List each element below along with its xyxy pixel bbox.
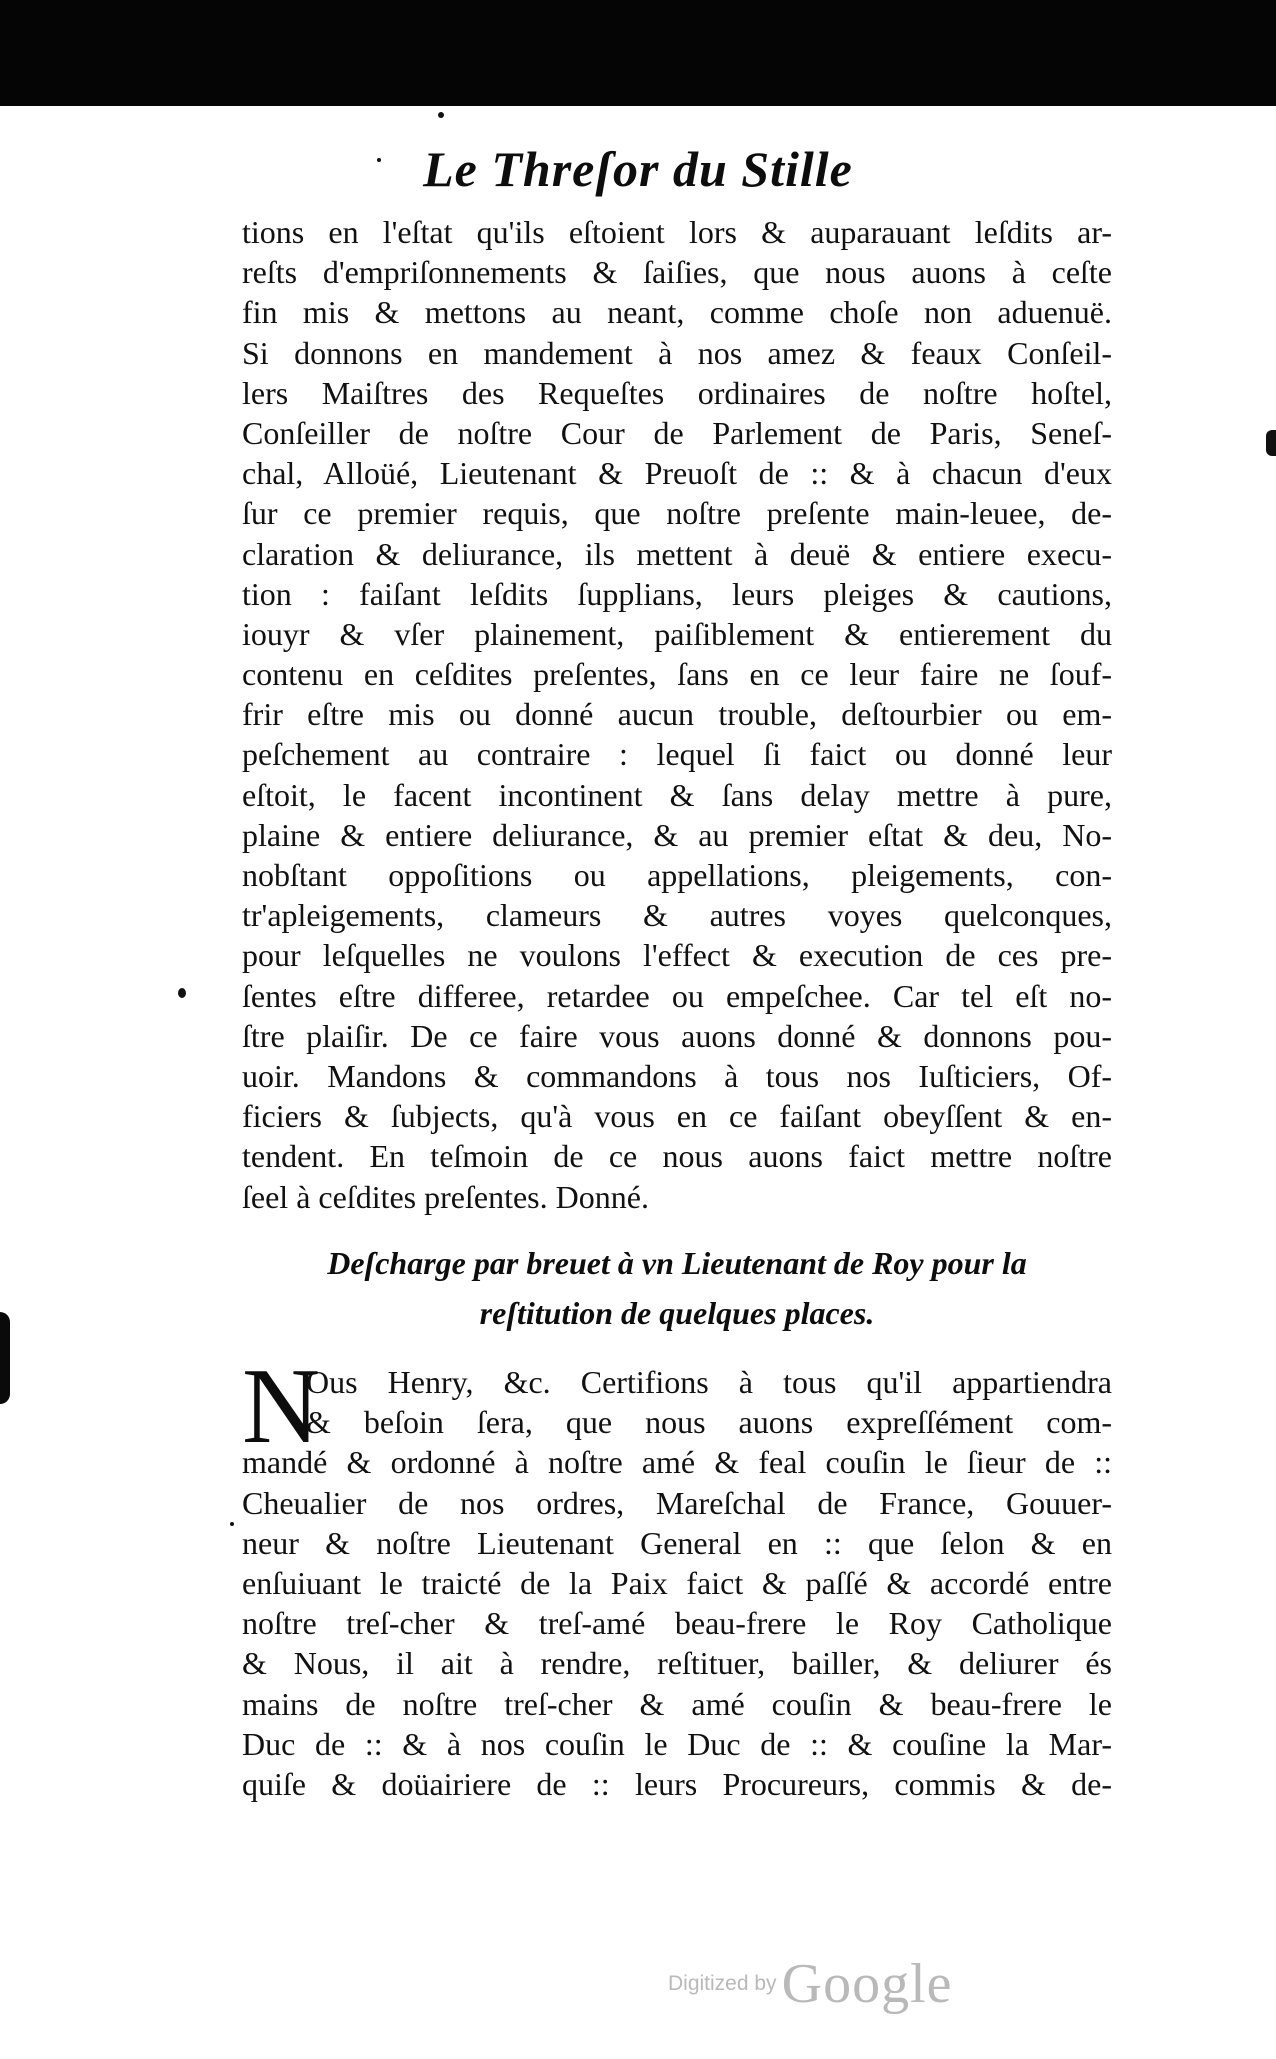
text-line: eſtoit, le facent incontinent & ſans delay mettre à pure, <box>242 776 1112 813</box>
drop-cap: N <box>242 1347 320 1466</box>
text-line: frir eſtre mis ou donné aucun trouble, deſtourbier ou em- <box>242 696 1112 733</box>
text-line: tendent. En teſmoin de ce nous auons faict mettre noſtre <box>242 1138 1112 1175</box>
google-logo: Google <box>781 1953 953 2015</box>
section-heading <box>242 1238 1112 1338</box>
text-line: tr'apleigements, clameurs & autres voyes quelconques, <box>242 897 1112 934</box>
ink-spot <box>178 988 186 998</box>
text-line: Conſeiller de noſtre Cour de Parlement de Paris, Seneſ- <box>242 414 1112 451</box>
text-line: Cheualier de nos ordres, Mareſchal de France, Gouuer- <box>242 1484 1112 1521</box>
text-line: ſeel à ceſdites preſentes. Donné. <box>242 1178 649 1215</box>
text-line: mains de noſtre treſ-cher & amé couſin & beau-frere le <box>242 1685 1112 1722</box>
text-line: quiſe & doüairiere de :: leurs Procureurs, commis & de- <box>242 1765 1112 1802</box>
text-line: Si donnons en mandement à nos amez & feaux Conſeil- <box>242 334 1112 371</box>
text-line: neur & noſtre Lieutenant General en :: que ſelon & en <box>242 1524 1112 1561</box>
ink-spot <box>377 158 381 162</box>
text-line: enſuiuant le traicté de la Paix faict & paſſé & accordé entre <box>242 1564 1112 1601</box>
text-line: noſtre treſ-cher & treſ-amé beau-frere le Roy Catholique <box>242 1605 1112 1642</box>
ink-spot <box>230 1522 234 1526</box>
text-line: pour leſquelles ne voulons l'effect & execution de ces pre- <box>242 937 1112 974</box>
text-line: fin mis & mettons au neant, comme choſe non aduenuë. <box>242 294 1112 331</box>
text-line: Ous Henry, &c. Certifions à tous qu'il appartiendra <box>306 1364 1112 1400</box>
text-line: mandé & ordonné à noſtre amé & feal couſin le ſieur de :: <box>242 1444 1112 1481</box>
scan-edge-mark <box>1266 430 1276 456</box>
text-line: claration & deliurance, ils mettent à deuë & entiere execu- <box>242 535 1112 572</box>
scan-top-border <box>0 0 1276 106</box>
text-line: peſchement au contraire : lequel ſi faict ou donné leur <box>242 736 1112 773</box>
text-line: contenu en ceſdites preſentes, ſans en ce leur faire ne ſouf- <box>242 656 1112 693</box>
text-line: & beſoin ſera, que nous auons expreſſément com- <box>306 1404 1112 1441</box>
text-line: tions en l'eſtat qu'ils eſtoient lors & auparauant leſdits ar- <box>242 214 1112 250</box>
text-line: ficiers & ſubjects, qu'à vous en ce faiſant obeyſſent & en- <box>242 1098 1112 1135</box>
paragraph-2 <box>242 1347 1112 1804</box>
text-line: uoir. Mandons & commandons à tous nos Iuſticiers, Of- <box>242 1057 1112 1094</box>
text-line: & Nous, il ait à rendre, reſtituer, bailler, & deliurer és <box>242 1645 1112 1682</box>
running-title: Le Threſor du Stille <box>423 141 853 197</box>
text-line: ſentes eſtre differee, retardee ou empeſchee. Car tel eſt no- <box>242 977 1112 1014</box>
paragraph-1 <box>242 212 1112 1217</box>
digitized-by-google-watermark <box>668 1952 953 2016</box>
text-line: ſtre plaiſir. De ce faire vous auons donné & donnons pou- <box>242 1017 1112 1054</box>
text-line: tion : faiſant leſdits ſupplians, leurs pleiges & cautions, <box>242 575 1112 612</box>
scan-edge-shadow <box>0 1312 10 1404</box>
ink-spot <box>438 112 444 118</box>
watermark-prefix: Digitized by <box>668 1972 777 1995</box>
text-line: Duc de :: & à nos couſin le Duc de :: & couſine la Mar- <box>242 1725 1112 1762</box>
text-line: ſur ce premier requis, que noſtre preſente main-leuee, de- <box>242 495 1112 532</box>
text-line: chal, Alloüé, Lieutenant & Preuoſt de :: & à chacun d'eux <box>242 455 1112 492</box>
text-line: nobſtant oppoſitions ou appellations, pleigements, con- <box>242 857 1112 893</box>
text-line: plaine & entiere deliurance, & au premier eſtat & deu, No- <box>242 816 1112 853</box>
section-heading-line: Deſcharge par breuet à vn Lieutenant de Roy pour la <box>327 1245 1027 1281</box>
text-line: iouyr & vſer plainement, paiſiblement & entierement du <box>242 615 1112 652</box>
section-heading-line: reſtitution de quelques places. <box>479 1295 875 1331</box>
text-line: lers Maiſtres des Requeſtes ordinaires de noſtre hoſtel, <box>242 374 1112 411</box>
text-line: reſts d'empriſonnements & ſaiſies, que nous auons à ceſte <box>242 254 1112 291</box>
